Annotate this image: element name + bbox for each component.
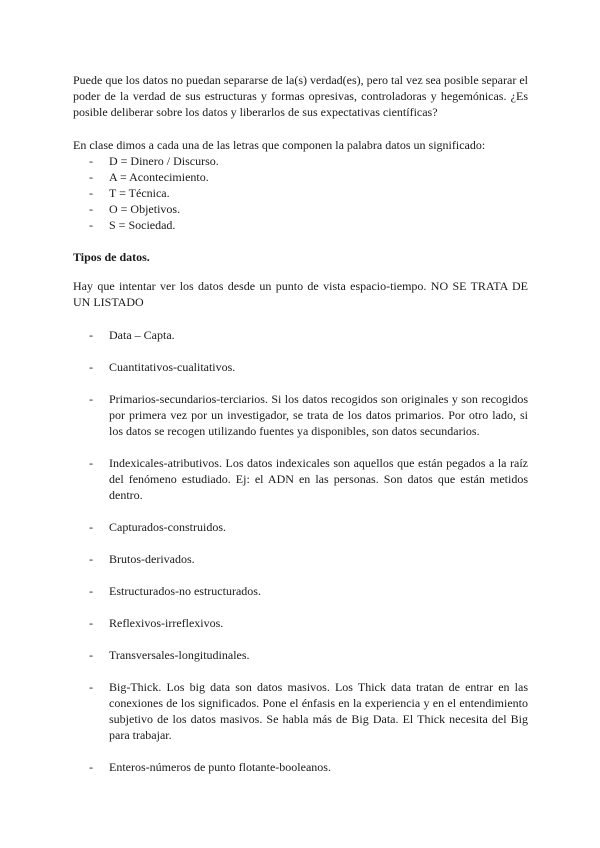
list-item [73,359,528,375]
types-list [73,327,528,791]
list-item-text: A = Acontecimiento. [109,170,209,184]
letters-list [73,153,528,233]
list-dash: - [89,202,93,216]
list-dash: - [89,328,93,342]
list-dash: - [89,218,93,232]
list-dash: - [89,392,93,406]
list-dash: - [89,456,93,470]
list-item-text: Reflexivos-irreflexivos. [109,616,224,630]
list-item [73,185,528,201]
list-dash: - [89,520,93,534]
list-item-text: D = Dinero / Discurso. [109,154,219,168]
list-item [73,153,528,169]
list-item [73,615,528,631]
list-dash: - [89,616,93,630]
list-item-text: Cuantitativos-cualitativos. [109,360,236,374]
list-dash: - [89,360,93,374]
list-dash: - [89,680,93,694]
list-item-text: Brutos-derivados. [109,552,195,566]
list-item [73,217,528,233]
list-dash: - [89,648,93,662]
list-item-text: Primarios-secundarios-terciarios. Si los datos recogidos son originales y son recogidos por primera vez por un investigador, se trata de los datos primarios. Por otro lado, si los datos se recogen utilizando fuentes ya disponibles, son datos secundarios. [109,392,528,438]
list-item [73,391,528,439]
list-item-text: T = Técnica. [109,186,170,200]
list-item-text: S = Sociedad. [109,218,176,232]
list-item [73,169,528,185]
list-dash: - [89,760,93,774]
list-item-text: Estructurados-no estructurados. [109,584,261,598]
types-intro: Hay que intentar ver los datos desde un punto de vista espacio-tiempo. NO SE TRATA DE UN LISTADO [73,279,528,309]
list-item [73,647,528,663]
list-item-text: O = Objetivos. [109,202,181,216]
list-item-text: Transversales-longitudinales. [109,648,250,662]
list-item [73,327,528,343]
list-item [73,551,528,567]
intro-paragraph: Puede que los datos no puedan separarse de la(s) verdad(es), pero tal vez sea posible separar el poder de la verdad de sus estructuras y formas opresivas, controladoras y hegemónicas. ¿Es posible deliberar sobre los datos y liberarlos de sus expectativas científicas? [73,73,528,119]
list-item-text: Big-Thick. Los big data son datos masivos. Los Thick data tratan de entrar en las conexiones de los significados. Pone el énfasis en la experiencia y en el entendimiento subjetivo de los datos masivos. Se habla más de Big Data. El Thick necesita del Big para trabajar. [109,680,528,742]
list-item [73,583,528,599]
list-dash: - [89,170,93,184]
list-dash: - [89,584,93,598]
list-item [73,759,528,775]
section-heading: Tipos de datos. [73,250,150,264]
list-item-text: Enteros-números de punto flotante-booleanos. [109,760,331,774]
list-item [73,679,528,743]
list-item-text: Indexicales-atributivos. Los datos indexicales son aquellos que están pegados a la raíz del fenómeno estudiado. Ej: el ADN en las personas. Son datos que están metidos dentro. [109,456,528,502]
class-paragraph: En clase dimos a cada una de las letras que componen la palabra datos un significado: [73,138,486,152]
list-dash: - [89,552,93,566]
list-item-text: Data – Capta. [109,328,175,342]
list-item [73,455,528,503]
list-dash: - [89,154,93,168]
list-item [73,201,528,217]
list-dash: - [89,186,93,200]
list-item [73,519,528,535]
list-item-text: Capturados-construidos. [109,520,226,534]
